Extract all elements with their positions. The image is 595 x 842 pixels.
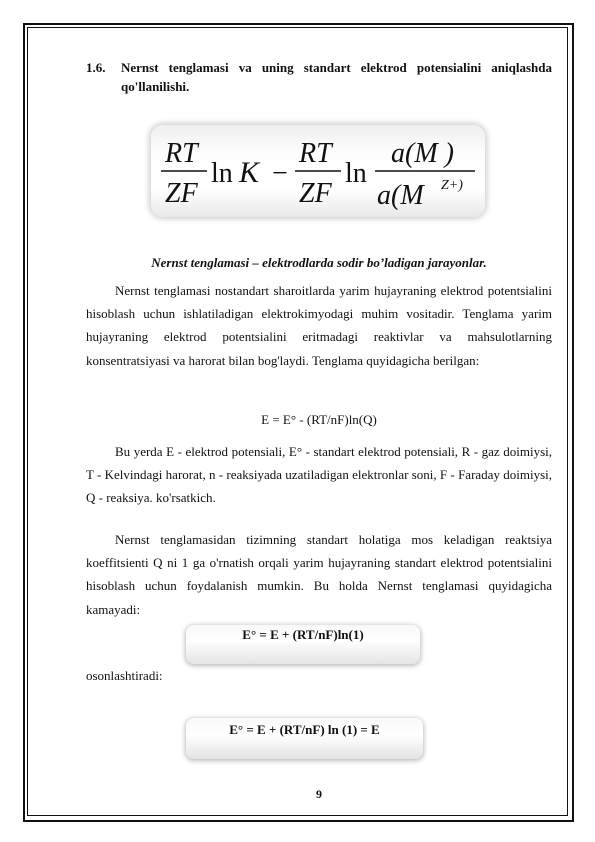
ln-2: ln — [345, 158, 367, 189]
paragraph-definitions: Bu yerda E - elektrod potensiali, E° - standart elektrod potensiali, R - gaz doimiysi, T - Kelvindagi harorat, n - reaksiyada uzatiladigan elektronlar soni, F - Faraday doimiysi, Q - reaksiya. ko'rsatkich. — [86, 444, 552, 506]
frac3-numerator: a(M ) — [391, 138, 454, 169]
nernst-formula-box — [151, 125, 485, 217]
frac1-denominator: ZF — [165, 178, 198, 209]
frac3-denominator: a(M — [377, 180, 424, 211]
equation-nernst: E = E° - (RT/nF)ln(Q) — [261, 412, 377, 427]
minus-sign: − — [272, 158, 288, 189]
equation-box-2-text: E° = E + (RT/nF) ln (1) = E — [229, 722, 380, 737]
paragraph-intro: Nernst tenglamasi nostandart sharoitlarda yarim hujayraning elektrod potentsialini hisoblash uchun ishlatiladigan elektrokimyodagi muhim vositadir. Tenglama yarim hujayraning elektrod potentsialini eritmadagi reaktivlar va mahsulotlarning konsentratsiyasi va harorat bilan bog'laydi. Tenglama quyidagicha berilgan: — [86, 283, 552, 368]
section-title: Nernst tenglamasi va uning standart elektrod potensialini aniqlashda qo'llanilishi. — [121, 60, 552, 94]
equation-box-1 — [186, 625, 420, 664]
figure-caption: Nernst tenglamasi – elektrodlarda sodir bo’ladigan jarayonlar. — [151, 255, 487, 270]
frac2-numerator: RT — [299, 138, 332, 169]
page-number: 9 — [316, 787, 322, 801]
paragraph-standard-state: Nernst tenglamasidan tizimning standart holatiga mos keladigan reaktsiya koeffitsienti Q ni 1 ga o'rnatish orqali yarim hujayraning standart elektrod potentsialini hisoblash uchun foydalanish mumkin. Bu holda Nernst tenglamasi quyidagicha kamayadi: — [86, 532, 552, 617]
constant-k: K — [239, 156, 260, 189]
frac2-denominator: ZF — [299, 178, 332, 209]
frac1-numerator: RT — [165, 138, 198, 169]
equation-box-2 — [186, 718, 423, 759]
equation-box-1-text: E° = E + (RT/nF)ln(1) — [242, 627, 364, 642]
frac3-superscript: Z+) — [441, 178, 463, 193]
section-number: 1.6. — [86, 60, 106, 75]
ln-1: ln — [211, 158, 233, 189]
nernst-formula — [151, 125, 485, 217]
simplify-text: osonlashtiradi: — [86, 668, 163, 683]
